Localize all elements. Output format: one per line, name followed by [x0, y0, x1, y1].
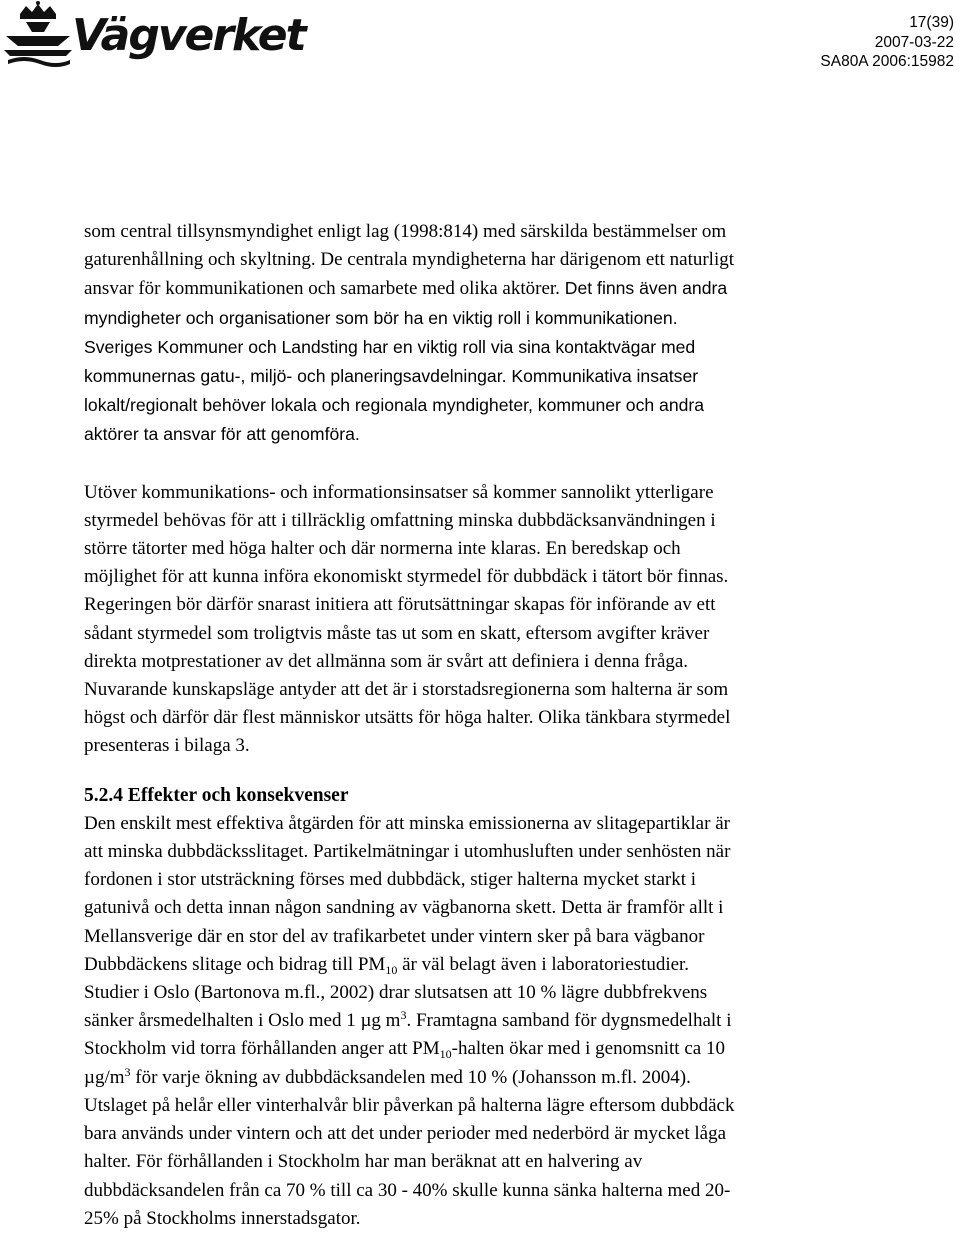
text-line: presenteras i bilaga 3.	[84, 735, 250, 757]
text-line: Regeringen bör därför snarast initiera att förutsättningar skapas för införande av ett	[84, 594, 716, 616]
text-line: halter. För förhållanden i Stockholm har man beräknat att en halvering av	[84, 1151, 643, 1173]
text-line: ansvar för kommunikationen och samarbete med olika aktörer.	[84, 278, 560, 300]
text-line: lokalt/regionalt behöver lokala och regionala myndigheter, kommuner och andra	[84, 395, 705, 416]
section-heading: 5.2.4 Effekter och konsekvenser	[84, 784, 349, 806]
text-line: kommunernas gatu-, miljö- och planeringsavdelningar. Kommunikativa insatser	[84, 366, 699, 387]
paragraph-policy-instruments	[84, 479, 804, 761]
text-line: Utöver kommunikations- och informationsinsatser så kommer sannolikt ytterligare	[84, 481, 714, 503]
text-line: Det finns även andra	[559, 278, 728, 299]
text-line: gaturenhållning och skyltning. De centrala myndigheterna har därigenom ett naturligt	[84, 249, 735, 271]
text-line: möjlighet för att kunna införa ekonomiskt styrmedel för dubbdäck i tätort bör finnas.	[84, 566, 729, 588]
text-line: Sveriges Kommuner och Landsting har en viktig roll via sina kontaktvägar med	[84, 336, 696, 357]
text-line: är väl belagt även i laboratoriestudier.	[397, 953, 690, 975]
page-number: 17(39)	[909, 14, 954, 31]
text-line: större tätorter med höga halter och där normerna inte klaras. En beredskap och	[84, 538, 681, 560]
text-line: Stockholm vid torra förhållanden anger att PM	[84, 1038, 440, 1060]
text-line: för varje ökning av dubbdäcksandelen med 10 % (Johansson m.fl. 2004).	[130, 1066, 691, 1088]
text-line: Nuvarande kunskapsläge antyder att det är i storstadsregionerna som halterna är som	[84, 679, 729, 701]
text-line: sänker årsmedelhalten i Oslo med 1 µg m	[84, 1010, 401, 1032]
subscript: 10	[385, 962, 398, 977]
document-body	[84, 218, 804, 1233]
text-line: dubbdäcksandelen från ca 70 % till ca 30 - 40% skulle kunna sänka halterna med 20-	[84, 1179, 731, 1201]
document-meta	[820, 13, 954, 72]
text-line: styrmedel behövas för att i tillräcklig omfattning minska dubbdäcksanvändningen i	[84, 509, 716, 531]
text-line: µg/m	[84, 1066, 125, 1088]
text-line: Studier i Oslo (Bartonova m.fl., 2002) drar slutsatsen att 10 % lägre dubbfrekvens	[84, 982, 708, 1004]
text-line: att minska dubbdäcksslitaget. Partikelmätningar i utomhusluften under senhösten när	[84, 841, 731, 863]
text-line: Mellansverige där en stor del av trafikarbetet under vintern sker på bara vägbanor	[84, 925, 705, 947]
subscript: 10	[439, 1047, 452, 1062]
text-line: sådant styrmedel som troligtvis måste tas ut som en skatt, eftersom avgifter kräver	[84, 622, 710, 644]
document-date: 2007-03-22	[874, 33, 954, 51]
paragraph-effects	[84, 810, 804, 1233]
text-line: direkta motprestationer av det allmänna som är svårt att definiera i denna fråga.	[84, 650, 689, 672]
text-line: bara används under vintern och att det under perioder med nederbörd är mycket låga	[84, 1123, 727, 1145]
text-line: gatunivå och detta innan någon sandning av vägbanorna skett. Detta är framför allt i	[84, 897, 724, 919]
text-line: Dubbdäckens slitage och bidrag till PM	[84, 953, 386, 975]
text-line: fordonen i stor utsträckning förses med dubbdäck, stiger halterna mycket starkt i	[84, 869, 697, 891]
text-line: Den enskilt mest effektiva åtgärden för att minska emissionerna av slitagepartiklar är	[84, 812, 730, 834]
text-line: aktörer ta ansvar för att genomföra.	[84, 424, 360, 445]
crown-emblem-icon	[0, 0, 72, 72]
text-line: Utslaget på helår eller vinterhalvår blir påverkan på halterna lägre eftersom dubbdäck	[84, 1094, 735, 1116]
text-line: myndigheter och organisationer som bör ha en viktig roll i kommunikationen.	[84, 307, 678, 328]
paragraph-communication	[84, 218, 804, 450]
superscript: 3	[124, 1064, 131, 1079]
document-id: SA80A 2006:15982	[820, 53, 954, 70]
vagverket-logo	[0, 0, 305, 72]
text-line: -halten ökar med i genomsnitt ca 10	[451, 1038, 725, 1060]
text-line: . Framtagna samband för dygnsmedelhalt i	[406, 1010, 732, 1032]
text-line: 25% på Stockholms innerstadsgator.	[84, 1207, 361, 1229]
logo-wordmark: Vägverket	[72, 10, 305, 61]
text-line: som central tillsynsmyndighet enligt lag (1998:814) med särskilda bestämmelser om	[84, 221, 727, 242]
superscript: 3	[400, 1008, 407, 1023]
text-line: högst och därför där flest människor utsätts för höga halter. Olika tänkbara styrmedel	[84, 707, 731, 729]
